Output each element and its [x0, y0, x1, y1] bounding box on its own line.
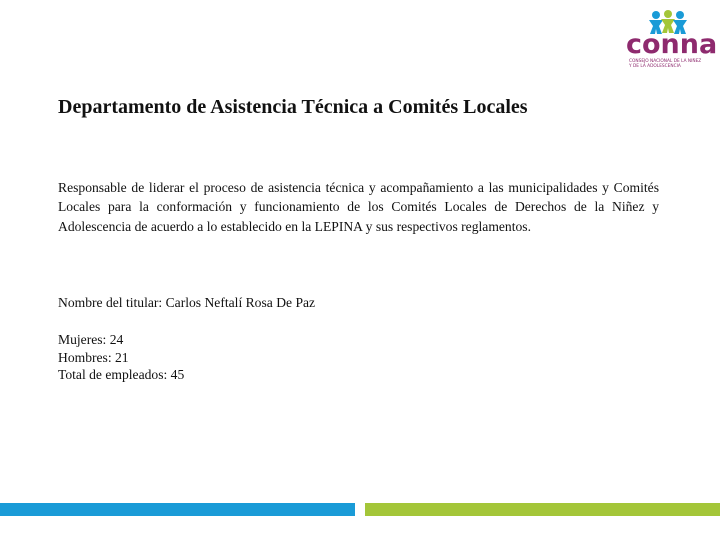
- department-description: Responsable de liderar el proceso de asistencia técnica y acompañamiento a las municipalidades y Comités Locales para la conformación y funcionamiento de los Comités Locales de Derechos de la Niñez y Adolescencia de acuerdo a lo establecido en la LEPINA y sus respectivos reglamentos.: [58, 180, 659, 234]
- page-title: Departamento de Asistencia Técnica a Comités Locales: [58, 96, 528, 118]
- conna-logo: [624, 8, 718, 72]
- logo-wordmark: conna: [626, 29, 718, 60]
- footer-bar-green: [365, 503, 720, 516]
- women-count: Mujeres: 24: [58, 332, 124, 347]
- logo-subtitle-line2: Y DE LA ADOLESCENCIA: [629, 64, 681, 69]
- holder-name: Nombre del titular: Carlos Neftalí Rosa De Paz: [58, 295, 316, 310]
- logo-subtitle-line1: CONSEJO NACIONAL DE LA NIÑEZ: [629, 59, 702, 64]
- men-count: Hombres: 21: [58, 349, 129, 365]
- staff-stats: [58, 331, 184, 384]
- footer-bar-blue: [0, 503, 355, 516]
- total-employees: Total de empleados: 45: [58, 367, 185, 383]
